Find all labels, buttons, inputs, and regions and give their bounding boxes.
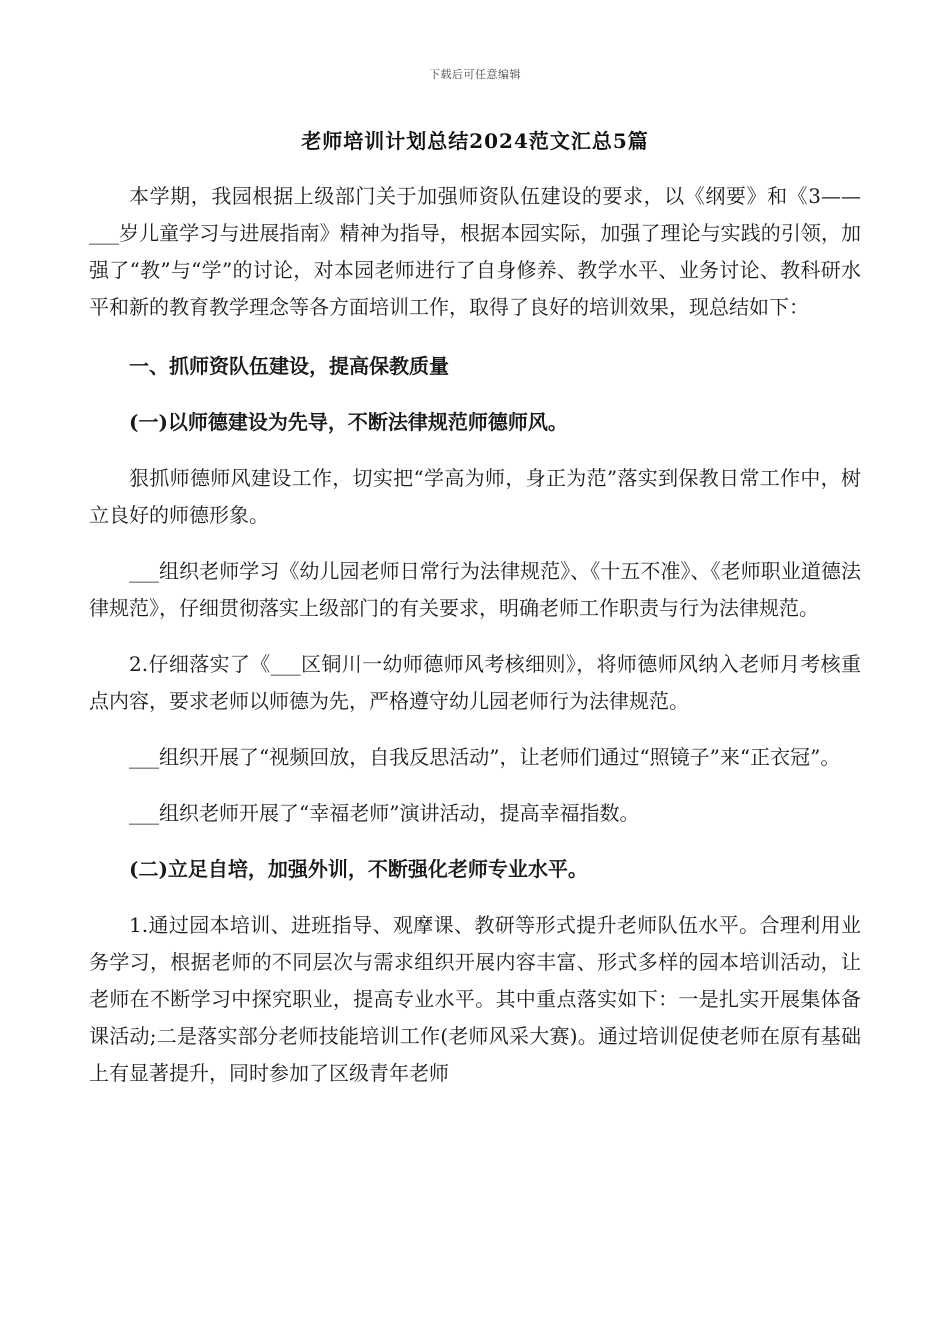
intro-paragraph: 本学期，我园根据上级部门关于加强师资队伍建设的要求，以《纲要》和《3——___岁儿童学习与进展指南》精神为指导，根据本园实际，加强了理论与实践的引领，加强了“教”与“学”的讨论，对本园老师进行了自身修养、教学水平、业务讨论、教科研水平和新的教育教学理念等各方面培训工作，取得了良好的培训效果，现总结如下： [89, 184, 861, 319]
document-body [89, 178, 861, 1092]
paragraph: 1.通过园本培训、进班指导、观摩课、教研等形式提升老师队伍水平。合理利用业务学习，根据老师的不同层次与需求组织开展内容丰富、形式多样的园本培训活动，让老师在不断学习中探究职业，提高专业水平。其中重点落实如下：一是扎实开展集体备课活动;二是落实部分老师技能培训工作(老师风采大赛)。通过培训促使老师在原有基础上有显著提升，同时参加了区级青年老师 [89, 913, 861, 1085]
paragraph: ___组织开展了“视频回放，自我反思活动”，让老师们通过“照镜子”来“正衣冠”。 [129, 745, 841, 769]
paragraph: 狠抓师德师风建设工作，切实把“学高为师，身正为范”落实到保教日常工作中，树立良好的师德形象。 [89, 466, 861, 527]
paragraph: 2.仔细落实了《___区铜川一幼师德师风考核细则》，将师德师风纳入老师月考核重点内容，要求老师以师德为先，严格遵守幼儿园老师行为法律规范。 [89, 652, 861, 713]
subsection-heading-2: (二)立足自培，加强外训，不断强化老师专业水平。 [129, 857, 588, 881]
paragraph: ___组织老师学习《幼儿园老师日常行为法律规范》、《十五不准》、《老师职业道德法律规范》，仔细贯彻落实上级部门的有关要求，明确老师工作职责与行为法律规范。 [89, 559, 861, 620]
subsection-heading-1: (一)以师德建设为先导，不断法律规范师德师风。 [129, 410, 568, 434]
section-heading-1: 一、抓师资队伍建设，提高保教质量 [129, 354, 449, 378]
paragraph: ___组织老师开展了“幸福老师”演讲活动，提高幸福指数。 [129, 801, 640, 825]
header-note: 下载后可任意编辑 [429, 68, 521, 81]
document-title: 老师培训计划总结2024范文汇总5篇 [301, 129, 649, 153]
